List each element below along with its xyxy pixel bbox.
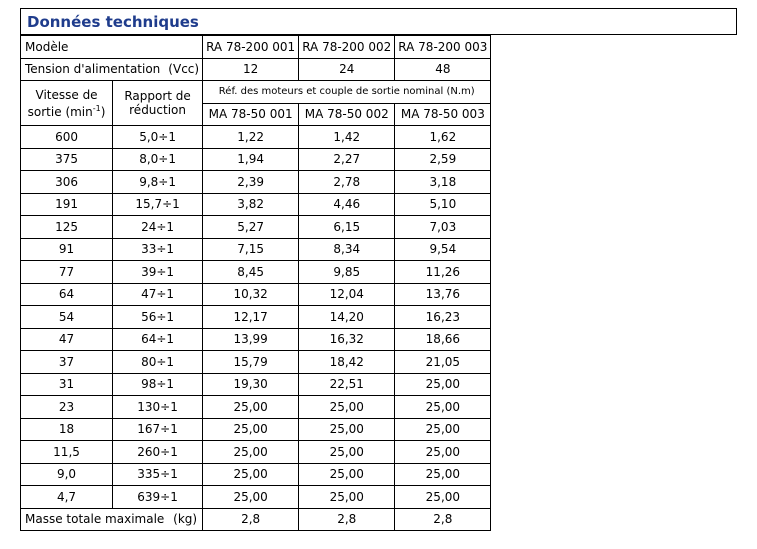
motor-ref: MA 78-50 002	[299, 103, 395, 126]
model-value: RA 78-200 003	[395, 36, 491, 59]
speed-cell: 125	[21, 216, 113, 239]
table-row	[21, 441, 491, 464]
torque-cell: 25,00	[203, 396, 299, 419]
torque-cell: 3,82	[203, 193, 299, 216]
torque-cell: 25,00	[395, 441, 491, 464]
model-value: RA 78-200 001	[203, 36, 299, 59]
voltage-value: 12	[203, 58, 299, 81]
table-row	[21, 306, 491, 329]
torque-cell: 18,42	[299, 351, 395, 374]
torque-cell: 2,39	[203, 171, 299, 194]
torque-cell: 25,00	[395, 373, 491, 396]
ratio-cell: 167÷1	[113, 418, 203, 441]
torque-cell: 14,20	[299, 306, 395, 329]
ratio-header-line1: Rapport de	[124, 89, 191, 103]
speed-cell: 18	[21, 418, 113, 441]
speed-cell: 11,5	[21, 441, 113, 464]
voltage-label: Tension d'alimentation	[25, 62, 161, 77]
torque-cell: 11,26	[395, 261, 491, 284]
table-row	[21, 396, 491, 419]
page-title: Données techniques	[27, 13, 199, 31]
torque-cell: 9,54	[395, 238, 491, 261]
mass-value: 2,8	[299, 508, 395, 531]
torque-cell: 1,62	[395, 126, 491, 149]
speed-cell: 600	[21, 126, 113, 149]
torque-cell: 25,00	[299, 418, 395, 441]
ratio-cell: 24÷1	[113, 216, 203, 239]
speed-cell: 306	[21, 171, 113, 194]
motor-ref: MA 78-50 003	[395, 103, 491, 126]
torque-cell: 16,32	[299, 328, 395, 351]
voltage-value: 48	[395, 58, 491, 81]
table-row	[21, 193, 491, 216]
table-row	[21, 328, 491, 351]
torque-cell: 4,46	[299, 193, 395, 216]
torque-cell: 21,05	[395, 351, 491, 374]
torque-cell: 16,23	[395, 306, 491, 329]
ratio-header	[113, 81, 203, 126]
torque-cell: 5,27	[203, 216, 299, 239]
mass-value: 2,8	[203, 508, 299, 531]
torque-cell: 12,17	[203, 306, 299, 329]
speed-header	[21, 81, 113, 126]
mass-row	[21, 508, 491, 531]
ratio-cell: 15,7÷1	[113, 193, 203, 216]
voltage-unit: (Vcc)	[168, 62, 200, 77]
mass-unit: (kg)	[173, 512, 198, 527]
spec-table	[20, 35, 491, 531]
ratio-cell: 56÷1	[113, 306, 203, 329]
speed-header-line1: Vitesse de	[35, 87, 98, 102]
torque-cell: 1,94	[203, 148, 299, 171]
speed-cell: 191	[21, 193, 113, 216]
table-row	[21, 373, 491, 396]
speed-cell: 54	[21, 306, 113, 329]
mass-label-cell	[21, 508, 203, 531]
torque-cell: 19,30	[203, 373, 299, 396]
ratio-cell: 33÷1	[113, 238, 203, 261]
torque-cell: 25,00	[395, 463, 491, 486]
torque-cell: 13,76	[395, 283, 491, 306]
torque-cell: 25,00	[203, 486, 299, 509]
torque-cell: 8,45	[203, 261, 299, 284]
speed-header-unit-close: )	[100, 104, 106, 119]
torque-cell: 25,00	[395, 486, 491, 509]
ratio-cell: 5,0÷1	[113, 126, 203, 149]
table-row	[21, 463, 491, 486]
table-row	[21, 351, 491, 374]
torque-cell: 18,66	[395, 328, 491, 351]
ratio-cell: 80÷1	[113, 351, 203, 374]
speed-cell: 47	[21, 328, 113, 351]
torque-cell: 1,22	[203, 126, 299, 149]
torque-cell: 7,03	[395, 216, 491, 239]
ratio-cell: 130÷1	[113, 396, 203, 419]
torque-cell: 2,78	[299, 171, 395, 194]
voltage-label-cell	[21, 58, 203, 81]
speed-cell: 4,7	[21, 486, 113, 509]
torque-cell: 7,15	[203, 238, 299, 261]
motor-ref: MA 78-50 001	[203, 103, 299, 126]
motor-ref-header: Réf. des moteurs et couple de sortie nominal (N.m)	[203, 81, 491, 104]
title-box	[20, 8, 737, 35]
torque-cell: 13,99	[203, 328, 299, 351]
table-row	[21, 261, 491, 284]
table-row	[21, 238, 491, 261]
ratio-cell: 47÷1	[113, 283, 203, 306]
table-row	[21, 148, 491, 171]
torque-cell: 1,42	[299, 126, 395, 149]
table-row	[21, 283, 491, 306]
model-label: Modèle	[21, 36, 203, 59]
ratio-header-line2: réduction	[129, 103, 186, 117]
ratio-cell: 639÷1	[113, 486, 203, 509]
mass-value: 2,8	[395, 508, 491, 531]
torque-cell: 22,51	[299, 373, 395, 396]
speed-header-unit: (min	[65, 104, 93, 119]
speed-cell: 37	[21, 351, 113, 374]
table-row	[21, 418, 491, 441]
mass-label: Masse totale maximale	[25, 512, 165, 527]
torque-cell: 3,18	[395, 171, 491, 194]
torque-cell: 25,00	[203, 463, 299, 486]
torque-cell: 15,79	[203, 351, 299, 374]
torque-cell: 5,10	[395, 193, 491, 216]
ratio-cell: 260÷1	[113, 441, 203, 464]
speed-cell: 375	[21, 148, 113, 171]
speed-cell: 64	[21, 283, 113, 306]
torque-cell: 25,00	[299, 441, 395, 464]
table-row	[21, 126, 491, 149]
torque-cell: 12,04	[299, 283, 395, 306]
ref-header-row	[21, 81, 491, 104]
torque-cell: 8,34	[299, 238, 395, 261]
model-row	[21, 36, 491, 59]
torque-cell: 25,00	[299, 486, 395, 509]
table-row	[21, 486, 491, 509]
torque-cell: 25,00	[395, 418, 491, 441]
speed-cell: 9,0	[21, 463, 113, 486]
table-row	[21, 216, 491, 239]
torque-cell: 25,00	[299, 396, 395, 419]
torque-cell: 6,15	[299, 216, 395, 239]
speed-header-text: sortie	[27, 104, 62, 119]
speed-cell: 77	[21, 261, 113, 284]
speed-cell: 31	[21, 373, 113, 396]
ratio-cell: 8,0÷1	[113, 148, 203, 171]
speed-cell: 91	[21, 238, 113, 261]
torque-cell: 25,00	[395, 396, 491, 419]
model-value: RA 78-200 002	[299, 36, 395, 59]
torque-cell: 2,59	[395, 148, 491, 171]
torque-cell: 25,00	[203, 441, 299, 464]
speed-cell: 23	[21, 396, 113, 419]
ratio-cell: 64÷1	[113, 328, 203, 351]
torque-cell: 2,27	[299, 148, 395, 171]
speed-header-unit-exponent: -1	[92, 103, 101, 113]
ratio-cell: 39÷1	[113, 261, 203, 284]
torque-cell: 25,00	[203, 418, 299, 441]
torque-cell: 10,32	[203, 283, 299, 306]
torque-cell: 9,85	[299, 261, 395, 284]
ratio-cell: 98÷1	[113, 373, 203, 396]
torque-cell: 25,00	[299, 463, 395, 486]
ratio-cell: 335÷1	[113, 463, 203, 486]
table-row	[21, 171, 491, 194]
voltage-value: 24	[299, 58, 395, 81]
voltage-row	[21, 58, 491, 81]
ratio-cell: 9,8÷1	[113, 171, 203, 194]
speed-header-line2	[24, 102, 109, 119]
